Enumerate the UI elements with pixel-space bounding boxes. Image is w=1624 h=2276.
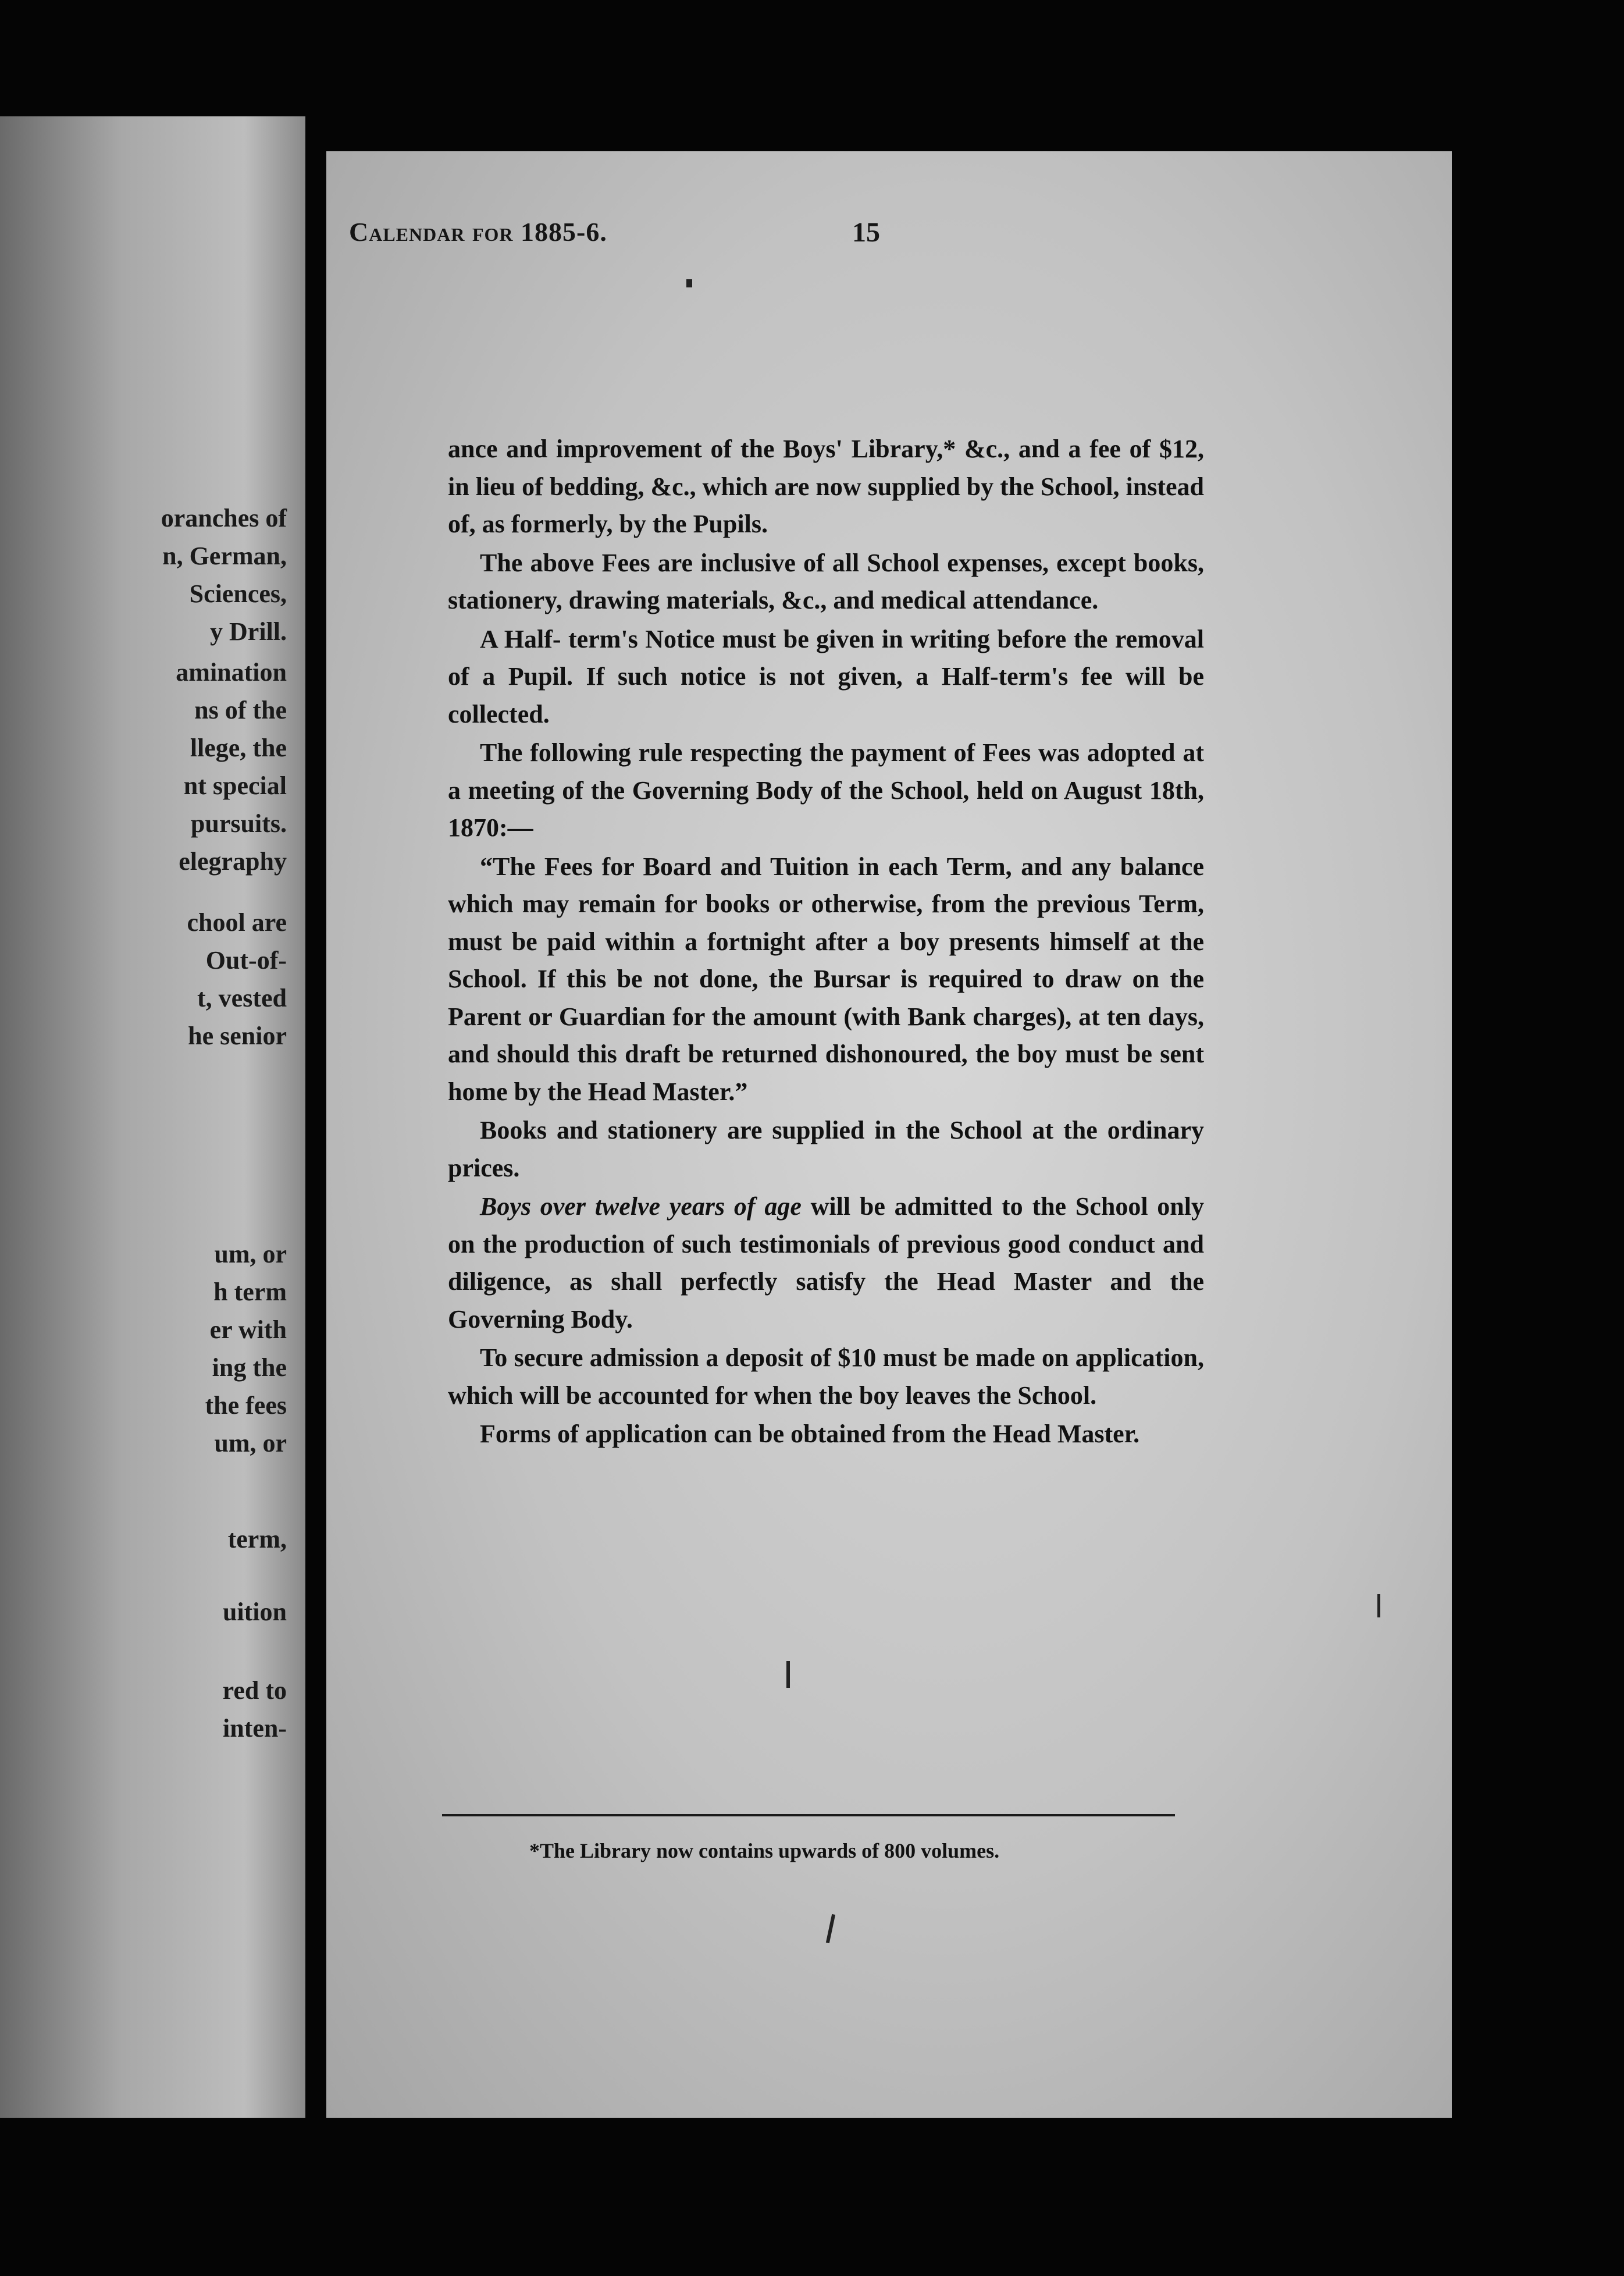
body-paragraph: The following rule respecting the payment of Fees was adopted at a meeting of the Governing Body of the School, held on August 18th, 1870:— [448, 738, 1204, 842]
scan-speck [1377, 1594, 1380, 1617]
left-page-line: y Drill. [210, 617, 287, 646]
left-page-line: elegraphy [179, 847, 287, 876]
body-text [448, 431, 1204, 1454]
scan-speck [786, 1661, 790, 1688]
left-page [0, 116, 305, 2118]
body-paragraph: A Half- term's Notice must be given in writing before the removal of a Pupil. If such notice is not given, a Half-term's fee will be collected. [448, 624, 1204, 728]
left-page-line: red to [222, 1676, 287, 1705]
body-paragraph: “The Fees for Board and Tuition in each Term, and any balance which may remain for books or otherwise, from the previous Term, must be paid within a fortnight after a boy presents himself at the School. If this be not done, the Bursar is required to draw on the Parent or Guardian for the amount (with Bank charges), at ten days, and should this draft be returned dishonoured, the boy must be sent home by the Head Master.” [448, 852, 1204, 1106]
page-gutter [305, 128, 326, 2124]
body-paragraph: To secure admission a deposit of $10 must be made on application, which will be accounted for when the boy leaves the School. [448, 1343, 1204, 1410]
italic-lead: Boys over twelve years of age [480, 1192, 802, 1221]
left-page-line: oranches of [161, 504, 287, 532]
left-page-line: the fees [205, 1391, 287, 1420]
left-page-line: term, [227, 1525, 287, 1553]
left-page-line: n, German, [162, 542, 287, 570]
left-page-line: pursuits. [190, 809, 287, 838]
body-paragraph: The above Fees are inclusive of all School expenses, except books, stationery, drawing materials, &c., and medical attendance. [448, 548, 1204, 614]
body-paragraph: Forms of application can be obtained from the Head Master. [480, 1420, 1140, 1448]
body-paragraph [448, 1188, 1204, 1338]
left-page-line: h term [213, 1278, 287, 1306]
paragraph-text: will be admitted to the School only on the production of such testimonials of previous good conduct and diligence, as shall perfectly satisfy the Head Master and the Governing Body. [448, 1192, 1205, 1333]
left-page-line: inten- [223, 1714, 287, 1742]
left-page-line: ing the [212, 1353, 287, 1382]
left-page-line: llege, the [190, 734, 287, 762]
footnote-rule [442, 1814, 1175, 1816]
left-page-line: um, or [214, 1240, 287, 1268]
left-page-line: t, vested [197, 984, 287, 1012]
left-page-line: er with [209, 1315, 287, 1344]
footnote: *The Library now contains upwards of 800 volumes. [529, 1839, 1000, 1862]
left-page-line: amination [176, 658, 287, 687]
left-page-line: ns of the [194, 696, 287, 724]
left-page-line: Sciences, [189, 579, 287, 608]
running-header [349, 216, 1221, 251]
left-page-line: chool are [187, 908, 287, 937]
body-paragraph: Books and stationery are supplied in the School at the ordinary prices. [448, 1116, 1204, 1182]
body-paragraph: ance and improvement of the Boys' Library,* &c., and a fee of $12, in lieu of bedding, &c., which are now supplied by the School, instead of, as formerly, by the Pupils. [448, 435, 1204, 538]
scan-speck [686, 279, 692, 287]
page-number: 15 [852, 217, 880, 248]
left-page-line: um, or [214, 1429, 287, 1457]
left-page-line: uition [222, 1598, 287, 1626]
left-page-line: nt special [183, 771, 287, 800]
header-title: Calendar for 1885-6. [349, 217, 607, 247]
left-page-line: he senior [188, 1022, 287, 1050]
left-page-line: Out-of- [205, 946, 287, 975]
